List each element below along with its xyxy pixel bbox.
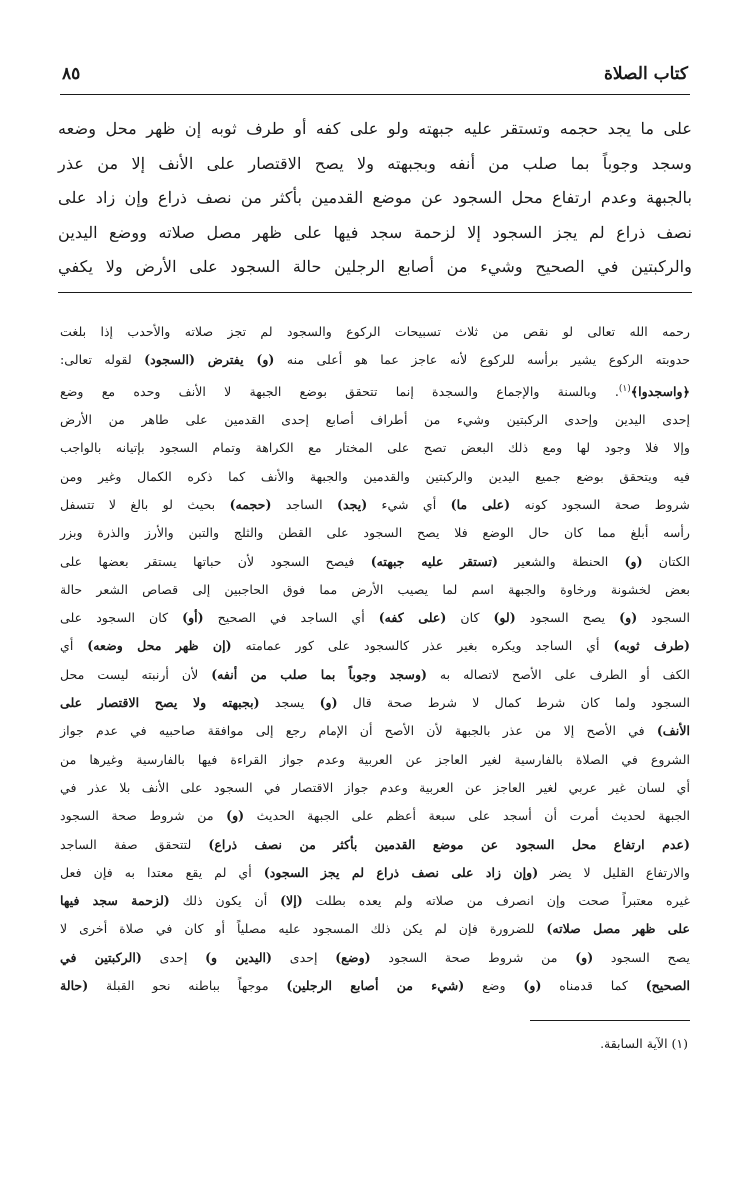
text-divider [58,292,692,293]
bold-matn-quote: (طرف ثوبه) [613,638,690,654]
commentary-text [60,318,690,1000]
commentary-line [60,318,690,346]
commentary-line [60,406,690,434]
commentary-line [60,661,690,689]
bold-matn-quote: (و) [575,949,594,965]
commentary-segment: لقوله تعالى: [60,352,145,368]
bold-matn-quote: (و) يفترض (السجود) [144,352,275,368]
footnote-ref: (١) [618,383,631,394]
commentary-line [60,802,690,830]
commentary-segment: من شروط صحة السجود [60,808,227,824]
bold-matn-quote: على ظهر مصل صلاته) [546,921,690,937]
bold-matn-quote: (حجمه) [229,496,272,512]
bold-matn-quote: (و) [226,808,245,824]
commentary-line [60,463,690,491]
main-text-line: على ما يجد حجمه وتستقر عليه جبهته ولو على كفه أو طرف ثوبه إن ظهر محل وضعه [58,119,692,138]
commentary-segment: الجبهة لحديث أمرت أن أسجد على سبعة أعظم على الجبهة الحديث [244,808,690,824]
commentary-segment: السجود [637,610,690,626]
commentary-segment: من شروط صحة السجود [370,949,576,965]
main-text-line: والركبتين في الصحيح وشيء من أصابع الرجلين حالة السجود على الأرض ولا يكفي [58,257,692,277]
commentary-segment: أي لسان غير عربي لغير العاجز عن العربية وعدم جواز الاقتصار في السجود على الأنف بلا عذر في [60,779,690,795]
commentary-segment: إحدى [141,949,206,965]
commentary-segment: وإلا فلا وجود لها ومع ذلك البعض تصح على المختار مع الكراهة وتمام السجود بإتيانه بالواجب [60,440,690,456]
commentary-segment: أي شيء [367,496,451,512]
commentary-segment: غيره معتبراً صحت وإن انصرف من صلاته ولم يعده بطلت [302,893,690,909]
commentary-segment: والارتفاع القليل لا يضر [538,864,690,880]
bold-matn-quote: (وضع) [335,949,371,965]
footnote-divider [530,1020,690,1021]
running-title: كتاب الصلاة [603,64,688,84]
commentary-line [60,972,690,1000]
commentary-segment: الساجد [271,496,337,512]
commentary-segment: الحنطة والشعير [497,553,625,569]
commentary-segment: وضع [464,978,524,994]
commentary-segment: إحدى [272,949,336,965]
commentary-line [60,548,690,576]
bold-matn-quote: (إن ظهر محل وضعه) [87,638,232,654]
bold-matn-quote: (أو) [182,610,204,626]
commentary-segment: يسجد [259,695,320,711]
bold-matn-quote: (وسجد وجوباً بما صلب من أنفه) [211,666,428,682]
bold-matn-quote: (شيء من أصابع الرجلين) [286,978,465,994]
bold-matn-quote: (تستقر عليه جبهته) [370,553,498,569]
bold-matn-quote: (بجبهته ولا يصح الاقتصار على [60,695,260,711]
commentary-segment: كان السجود على [60,610,183,626]
bold-matn-quote: (لو) [493,610,516,626]
bold-matn-quote: ﴿واسجدوا﴾ [630,383,690,399]
commentary-segment: بعض لخشونة ورخاوة والجبهة اسم لما يصيب الأرض مما فوق الحاجبين إلى قصاص الشعر حالة [60,581,690,597]
bold-matn-quote: (و) [619,610,638,626]
commentary-segment: لتتحقق صفة الساجد [60,836,209,852]
commentary-segment: موجهاً بباطنه نحو القبلة [88,978,287,994]
commentary-segment: الكتان [642,553,690,569]
commentary-line [60,944,690,972]
bold-matn-quote: (لزحمة سجد فيها [60,893,170,909]
commentary-line [60,491,690,519]
page-number: ٨٥ [62,64,81,84]
commentary-line [60,831,690,859]
bold-matn-quote: (على كفه) [378,610,447,626]
bold-matn-quote: (و) [523,978,542,994]
commentary-segment: الكف أو الطرف على الأصح لاتصاله به [427,666,690,682]
commentary-segment: فيه ويتحقق بوضع جميع اليدين والركبتين والقدمين والجبهة والأنف كما ذكره الكمال وغير ومن [60,468,690,484]
commentary-line [60,915,690,943]
commentary-segment: كما قدمناه [541,978,646,994]
commentary-segment: الشروع في الصلاة بالفارسية لغير العاجز عن العربية وعدم جواز القراءة فيها بالفارسية وغيرها من [60,751,690,767]
bold-matn-quote: (و) [624,553,643,569]
commentary-line [60,632,690,660]
commentary-segment: أي الساجد ويكره بغير عذر كالسجود على كور عمامته [231,638,614,654]
commentary-line [60,519,690,547]
footnote: (١) الآية السابقة. [600,1036,688,1051]
commentary-segment: في الأصح إلا من عذر بالجبهة لأن الأصح أن الإمام رجع إلى موافقة صاحبيه في عدم جواز [60,723,657,739]
commentary-segment: أي [60,638,88,654]
commentary-line [60,375,690,406]
bold-matn-quote: الأنف) [656,723,690,739]
commentary-segment: يصح السجود [515,610,620,626]
commentary-segment: أي لم يقع معتدا به فإن فعل [60,864,264,880]
commentary-line [60,604,690,632]
commentary-segment: حدوبته الركوع يشير برأسه للركوع لأنه عاجز عما هو أعلى منه [274,352,690,368]
commentary-segment: السجود ولما كان شرط كمال لا شرط صحة قال [337,695,690,711]
commentary-line [60,774,690,802]
commentary-segment: رأسه أبلغ مما كان حال الوضع فلا يصح السجود على القطن والثلج والتبن والأرز والذرة وبزر [60,525,690,541]
bold-matn-quote: (إلا) [280,893,303,909]
bold-matn-quote: (وإن زاد على نصف ذراع لم يجز السجود) [263,864,539,880]
commentary-segment: فيصح السجود لأن حباتها يستقر بعضها على [60,553,371,569]
commentary-line [60,689,690,717]
commentary-line [60,717,690,745]
commentary-line [60,434,690,462]
bold-matn-quote: (على ما) [450,496,511,512]
commentary-segment: أن يكون ذلك [169,893,281,909]
commentary-segment: . وبالسنة والإجماع والسجدة إنما تتحقق بوضع الجبهة لا الأنف وحده مع وضع [60,383,619,399]
commentary-line [60,576,690,604]
bold-matn-quote: (اليدين و) [205,949,273,965]
commentary-segment: بحيث لو بالغ لا تتسفل [60,496,230,512]
commentary-segment: رحمه الله تعالى لو نقص من ثلاث تسبيحات الركوع والسجود لم تجز صلاته والأحدب إذا بلغت [60,324,690,339]
commentary-segment: إحدى اليدين وإحدى الركبتين وشيء من أطراف أصابع إحدى القدمين على طاهر من الأرض [60,412,690,428]
main-text-line: وسجد وجوباً بما صلب من أنفه وبجبهته ولا يصح الاقتصار على الأنف إلا من عذر [58,153,692,173]
commentary-line [60,887,690,915]
commentary-line [60,346,690,374]
main-text-line: بالجبهة وعدم ارتفاع محل السجود عن موضع القدمين بأكثر من نصف ذراع وإن زاد على [58,188,692,208]
commentary-line [60,746,690,774]
bold-matn-quote: (عدم ارتفاع محل السجود عن موضع القدمين بأكثر من نصف ذراع) [208,836,690,852]
main-text-line: نصف ذراع لم يجز السجود إلا لزحمة سجد فيها على ظهر مصل صلاته ووضع اليدين [58,222,692,242]
main-text [58,112,692,285]
commentary-segment: أي الساجد في الصحيح [203,610,379,626]
commentary-segment: كان [446,610,494,626]
bold-matn-quote: الصحيح) [645,978,690,994]
bold-matn-quote: (حالة [60,978,89,994]
commentary-segment: لأن أرنبته ليست محل [60,666,212,682]
bold-matn-quote: (و) [319,695,338,711]
bold-matn-quote: (يجد) [337,496,368,512]
page-header [60,62,690,95]
commentary-line [60,859,690,887]
commentary-segment: للضرورة فإن لم يكن ذلك المسجود عليه مصلياً أو كان في صلاة أخرى لا [60,921,547,937]
bold-matn-quote: (الركبتين في [60,949,142,965]
commentary-segment: شروط صحة السجود كونه [510,496,690,512]
commentary-segment: يصح السجود [593,949,690,965]
